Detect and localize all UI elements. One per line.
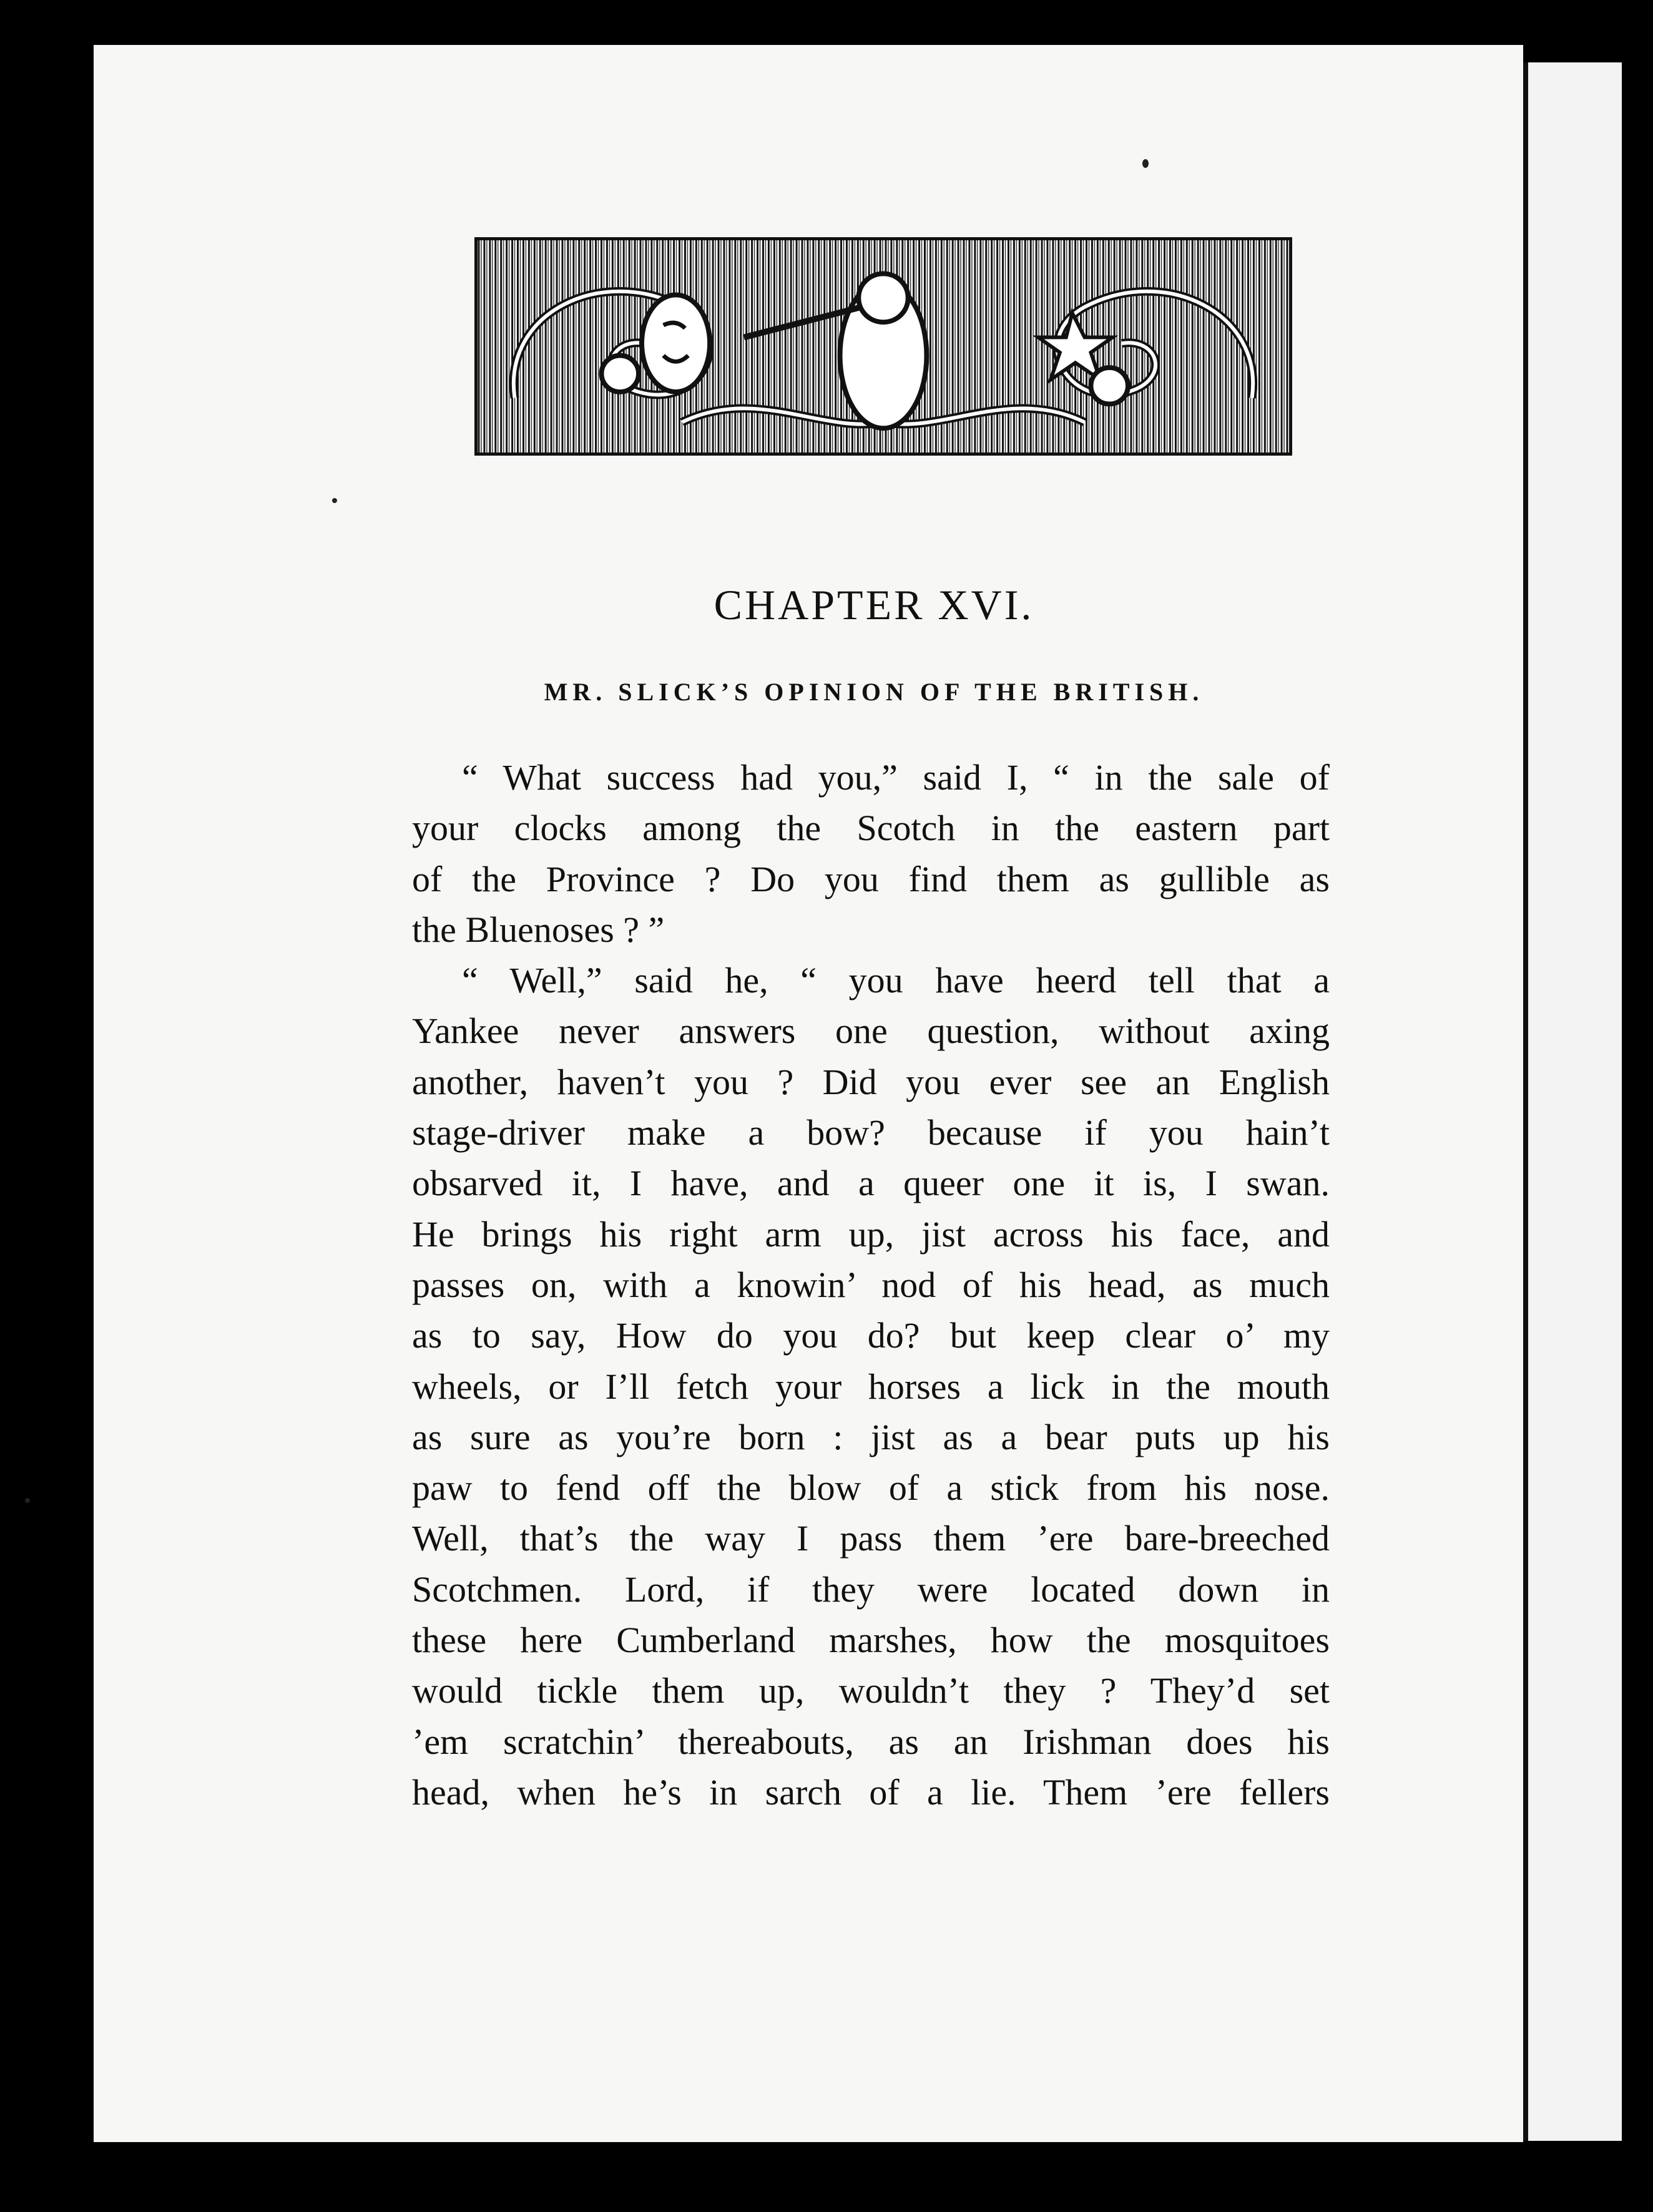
chapter-title: CHAPTER XVI. bbox=[714, 581, 1034, 629]
text-line: Yankee never answers one question, without axing bbox=[412, 1011, 1330, 1052]
body-text bbox=[412, 752, 1330, 1818]
text-line: He brings his right arm up, jist across his face, and bbox=[412, 1213, 1330, 1255]
text-line: paw to fend off the blow of a stick from his nose. bbox=[412, 1467, 1330, 1509]
text-line: obsarved it, I have, and a queer one it is, I swan. bbox=[412, 1163, 1330, 1204]
text-line: “ What success had you,” said I, “ in the sale of bbox=[462, 757, 1330, 798]
text-line: Well, that’s the way I pass them ’ere bare-breeched bbox=[412, 1518, 1330, 1559]
text-line: these here Cumberland marshes, how the mosquitoes bbox=[412, 1620, 1330, 1661]
text-line: passes on, with a knowin’ nod of his head, as much bbox=[412, 1264, 1330, 1305]
text-line: ’em scratchin’ thereabouts, as an Irishman does his bbox=[412, 1721, 1330, 1762]
text-line: would tickle them up, wouldn’t they ? They’d set bbox=[412, 1670, 1330, 1711]
text-line: of the Province ? Do you find them as gullible as bbox=[412, 858, 1330, 899]
text-line: the Bluenoses ? ” bbox=[412, 909, 665, 950]
text-line: as to say, How do you do? but keep clear o’ my bbox=[412, 1315, 1330, 1356]
decorative-headpiece bbox=[474, 237, 1292, 456]
ink-speck bbox=[25, 1498, 30, 1503]
text-line: “ Well,” said he, “ you have heerd tell that a bbox=[462, 960, 1330, 1001]
text-line: your clocks among the Scotch in the eastern part bbox=[412, 808, 1330, 849]
text-line: as sure as you’re born : jist as a bear puts up his bbox=[412, 1416, 1330, 1457]
facing-page-edge bbox=[1523, 62, 1622, 2141]
text-line: head, when he’s in sarch of a lie. Them ’ere fellers bbox=[412, 1771, 1330, 1813]
ink-speck bbox=[332, 498, 337, 503]
text-line: Scotchmen. Lord, if they were located down in bbox=[412, 1568, 1330, 1610]
chapter-subtitle: MR. SLICK’S OPINION OF THE BRITISH. bbox=[544, 678, 1204, 706]
text-line: wheels, or I’ll fetch your horses a lick in the mouth bbox=[412, 1366, 1330, 1407]
text-line: stage-driver make a bow? because if you hain’t bbox=[412, 1112, 1330, 1153]
ink-speck bbox=[1142, 159, 1149, 168]
text-line: another, haven’t you ? Did you ever see an English bbox=[412, 1061, 1330, 1102]
